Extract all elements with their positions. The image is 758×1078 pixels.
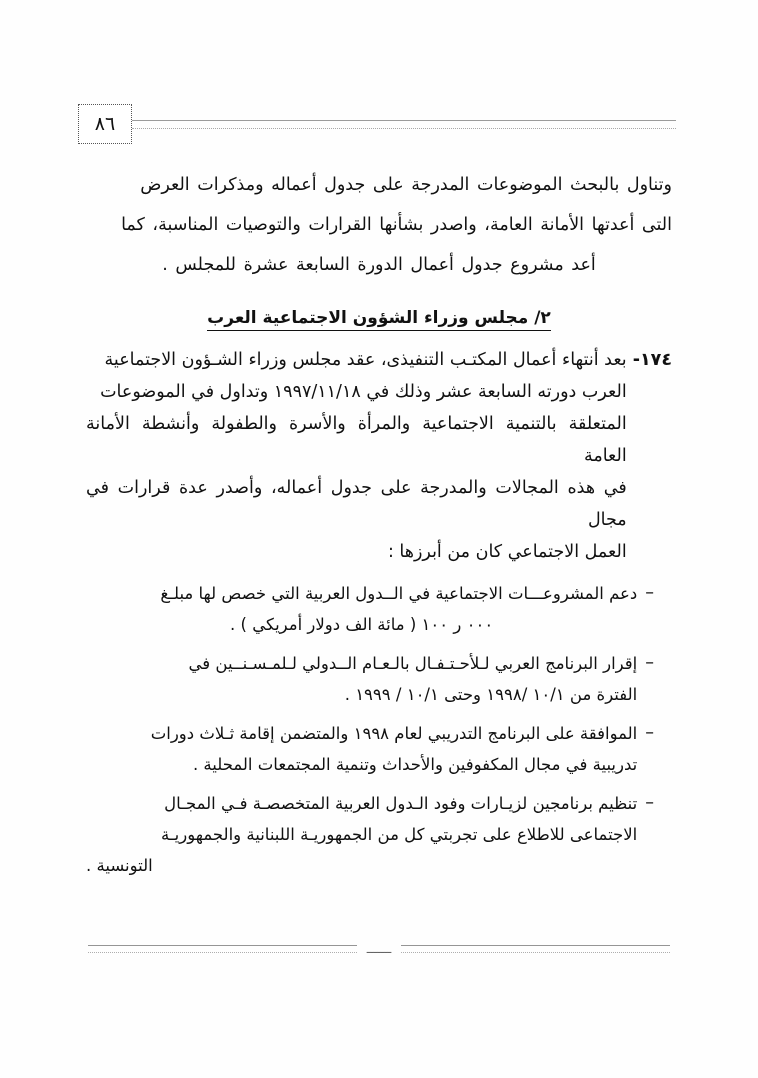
list-item — [86, 578, 672, 640]
page-number: ٨٦ — [78, 104, 132, 144]
intro-paragraph — [86, 168, 672, 282]
bullet-line-2: الاجتماعى للاطلاع على تجربتي كل من الجمهوريـة اللبنانية والجمهوريـة — [160, 825, 638, 844]
bullet-dash-icon: – — [645, 583, 654, 603]
section-heading — [86, 308, 672, 328]
footer-ornament: ـــــــ — [366, 942, 392, 956]
list-item — [86, 788, 672, 881]
bullet-text — [86, 718, 637, 780]
bullet-list — [86, 578, 672, 881]
bullet-line-1: دعم المشروعـــات الاجتماعية في الــدول العربية التي خصص لها مبلـغ — [160, 584, 638, 603]
item-line-1: بعد أنتهاء أعمال المكتـب التنفيذى، عقد مجلس وزراء الشـؤون الاجتماعية — [104, 350, 627, 370]
item-line-3: المتعلقة بالتنمية الاجتماعية والمرأة والأسرة والطفولة وأنشطة الأمانة العامة — [86, 414, 627, 466]
item-text — [86, 344, 627, 568]
bullet-text — [86, 648, 637, 710]
item-number: ١٧٤- — [632, 350, 672, 370]
bullet-line-3: التونسية . — [86, 856, 153, 875]
bullet-text — [86, 578, 637, 640]
footer-divider-right — [401, 945, 670, 953]
item-line-2: العرب دورته السابعة عشر وذلك في ١٩٩٧/١١/١٨ وتداول في الموضوعات — [100, 382, 627, 402]
item-line-5: العمل الاجتماعي كان من أبرزها : — [387, 542, 627, 562]
intro-line-3: أعد مشروع جدول أعمال الدورة السابعة عشرة للمجلس . — [162, 255, 596, 275]
bullet-line-2: الفترة من ١٠/١ /١٩٩٨ وحتى ١٠/١ / ١٩٩٩ . — [344, 685, 638, 704]
list-item — [86, 648, 672, 710]
footer-divider-left — [88, 945, 357, 953]
bullet-line-1: تنظيم برنامجين لزيـارات وفود الـدول العربية المتخصصـة فـي المجـال — [164, 794, 638, 813]
bullet-line-1: الموافقة على البرنامج التدريبي لعام ١٩٩٨ والمتضمن إقامة ثـلاث دورات — [150, 724, 638, 743]
page-header — [78, 104, 680, 144]
header-divider — [132, 120, 676, 129]
bullet-dash-icon: – — [645, 653, 654, 673]
intro-line-1: وتناول بالبحث الموضوعات المدرجة على جدول أعماله ومذكرات العرض — [140, 175, 672, 195]
intro-line-2: التى أعدتها الأمانة العامة، واصدر بشأنها القرارات والتوصيات المناسبة، كما — [121, 215, 672, 235]
numbered-item — [86, 344, 672, 568]
list-item — [86, 718, 672, 780]
bullet-line-2: ٠٠٠ ر ١٠٠ ( مائة الف دولار أمريكي ) . — [230, 615, 494, 634]
bullet-dash-icon: – — [645, 723, 654, 743]
bullet-dash-icon: – — [645, 793, 654, 813]
item-line-4: في هذه المجالات والمدرجة على جدول أعماله، وأصدر عدة قرارات في مجال — [86, 478, 627, 530]
page-body — [86, 168, 672, 889]
bullet-text — [86, 788, 637, 881]
bullet-line-1: إقرار البرنامج العربي لـلأحـتـفـال بالـعـام الــدولي لـلمـسـنــين في — [188, 654, 638, 673]
section-heading-text: ٢/ مجلس وزراء الشؤون الاجتماعية العرب — [207, 308, 551, 331]
bullet-line-2: تدريبية في مجال المكفوفين والأحداث وتنمية المجتمعات المحلية . — [192, 755, 638, 774]
page-footer — [88, 938, 670, 960]
